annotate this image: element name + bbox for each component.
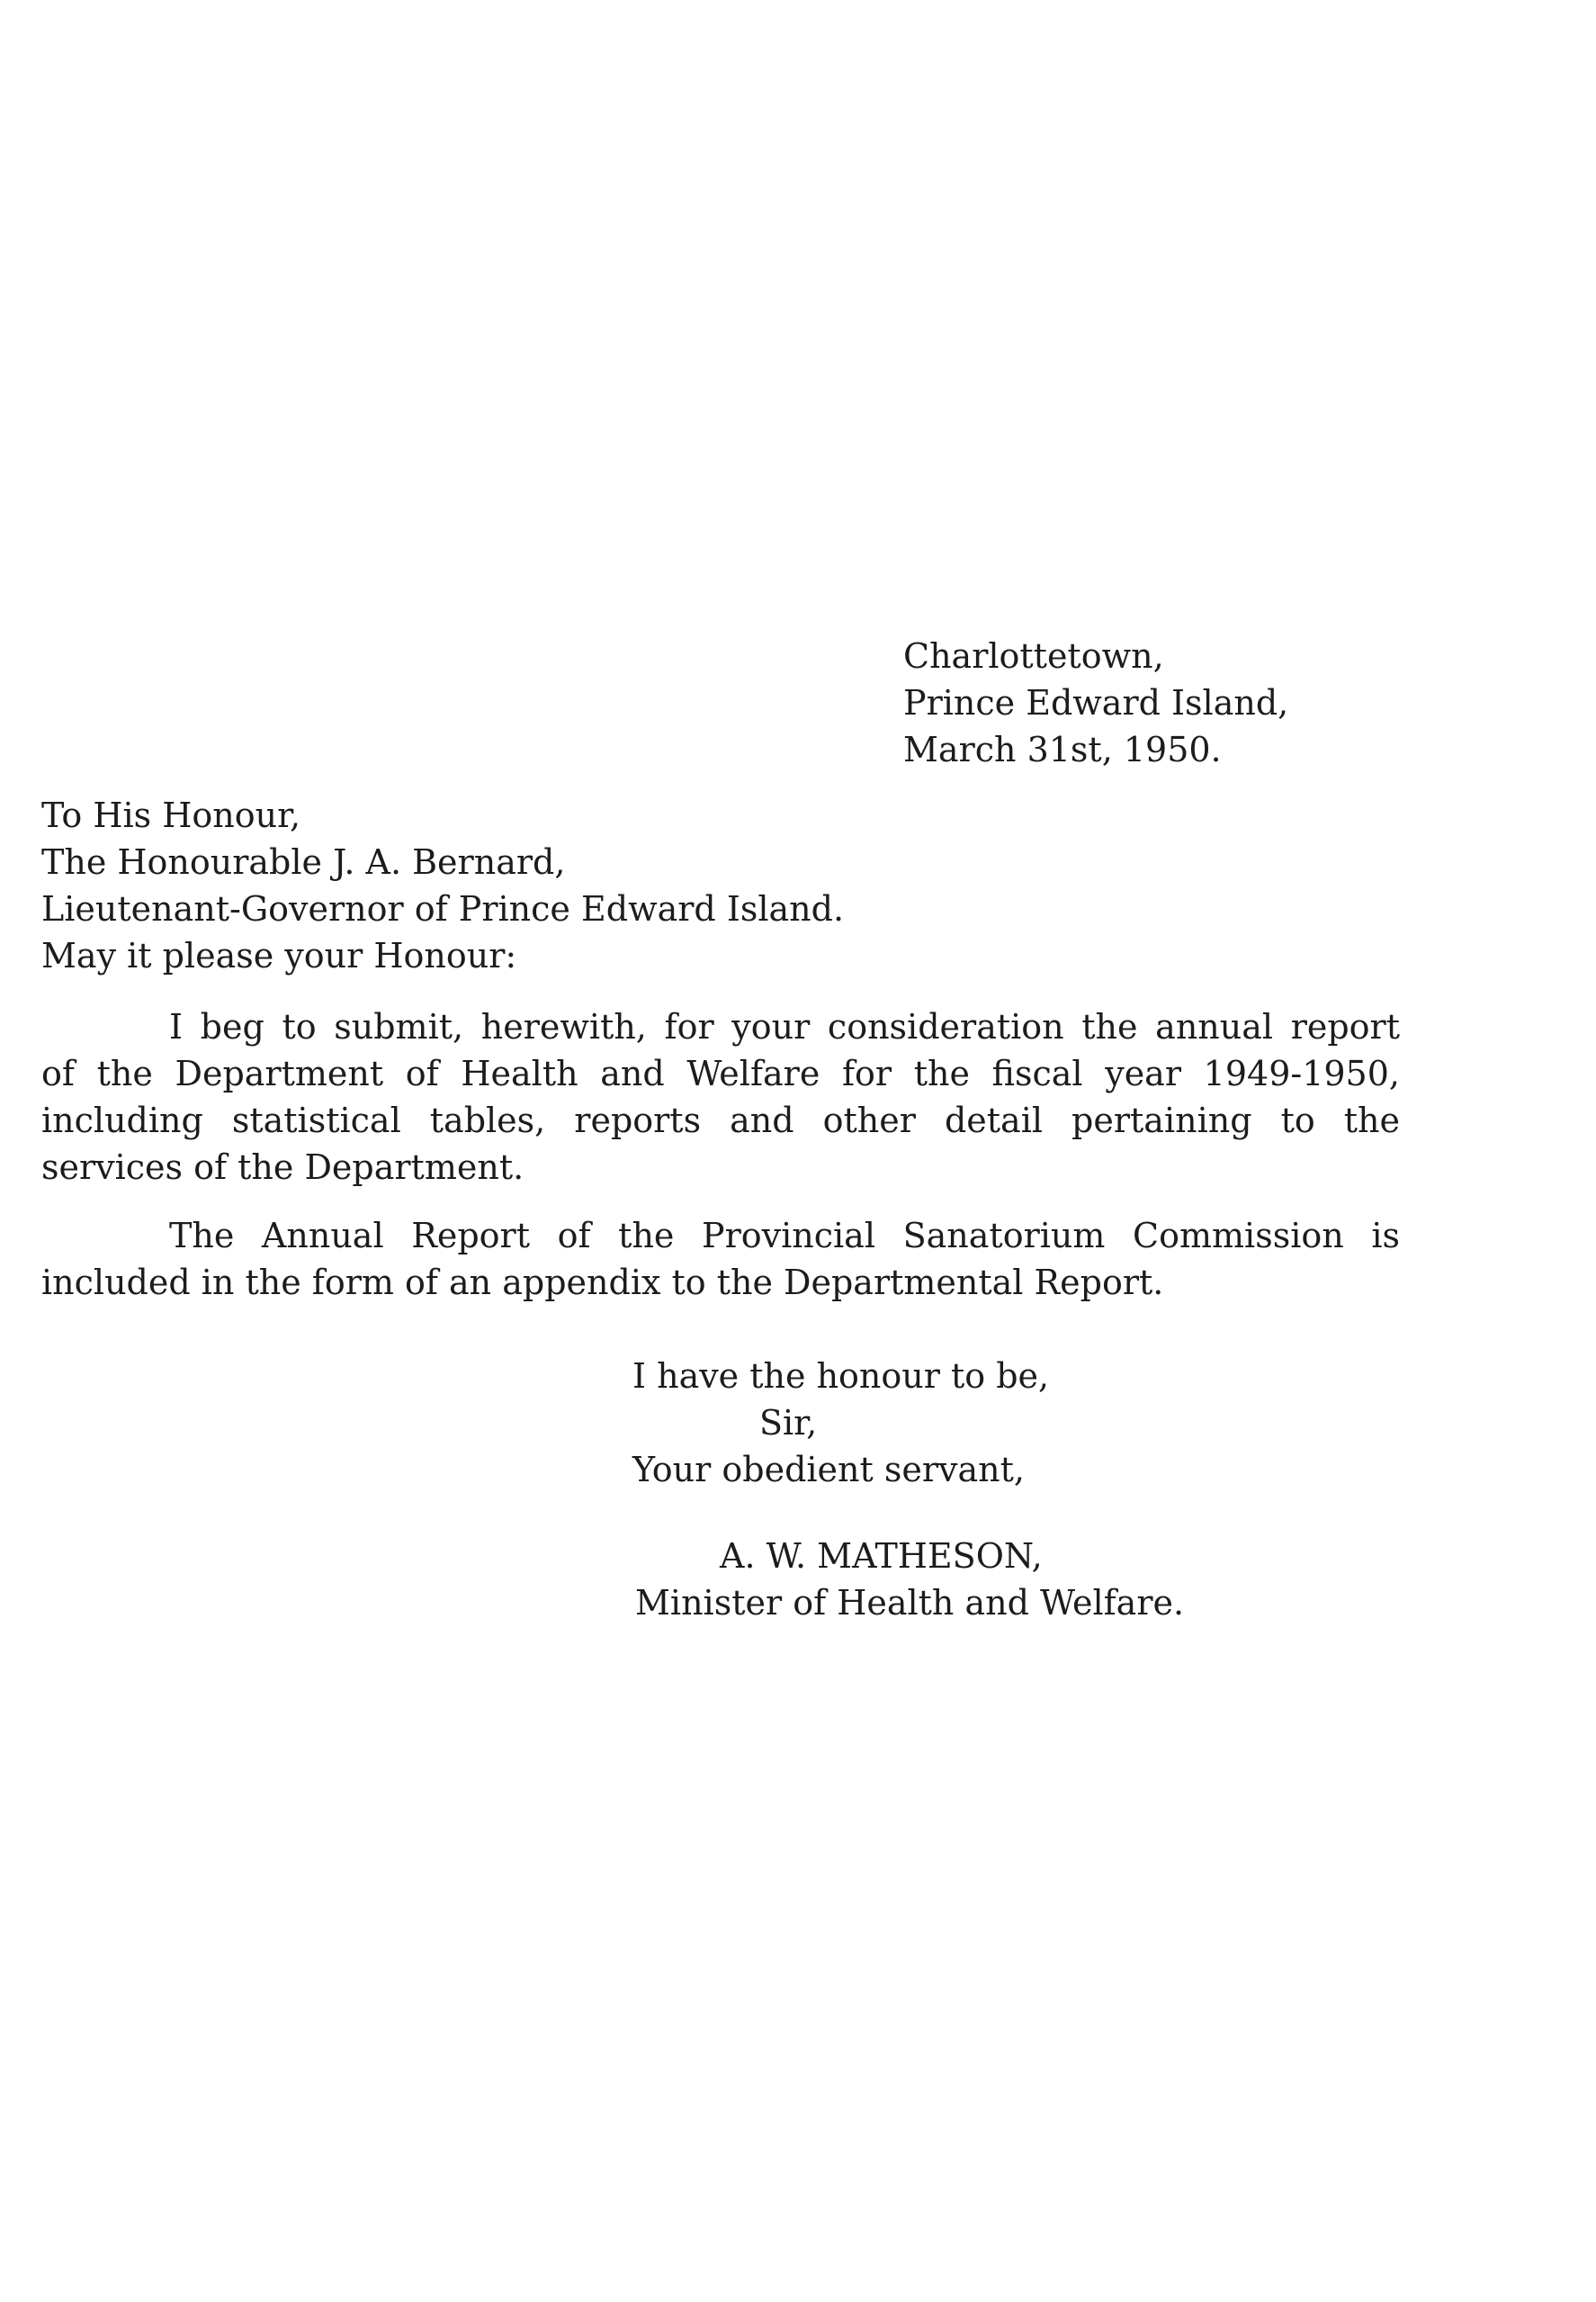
body-para2-line: included in the form of an appendix to the Departmental Report. (41, 1263, 1164, 1302)
salutation-line-2: The Honourable J. A. Bernard, (41, 842, 566, 882)
body-para2-line: The Annual Report of the Provincial Sanatorium Commission is (169, 1216, 1400, 1255)
closing-line-1: I have the honour to be, (632, 1356, 1050, 1396)
dateline-province: Prince Edward Island, (903, 683, 1289, 723)
body-para1-line: of the Department of Health and Welfare for the fiscal year 1949-1950, (41, 1054, 1400, 1093)
dateline-date: March 31st, 1950. (903, 730, 1222, 769)
salutation-line-1: To His Honour, (41, 796, 301, 835)
signatory-title: Minister of Health and Welfare. (635, 1583, 1185, 1623)
closing-line-2: Sir, (759, 1403, 818, 1443)
dateline-city: Charlottetown, (903, 636, 1164, 676)
body-para1-line: I beg to submit, herewith, for your consideration the annual report (169, 1007, 1400, 1047)
signatory-name: A. W. MATHESON, (720, 1536, 1043, 1576)
body-para1-line: including statistical tables, reports and other detail pertaining to the (41, 1101, 1400, 1140)
body-para1-line: services of the Department. (41, 1147, 525, 1187)
closing-line-3: Your obedient servant, (632, 1450, 1025, 1489)
salutation-line-3: Lieutenant-Governor of Prince Edward Island. (41, 889, 845, 929)
salutation-line-4: May it please your Honour: (41, 936, 517, 976)
